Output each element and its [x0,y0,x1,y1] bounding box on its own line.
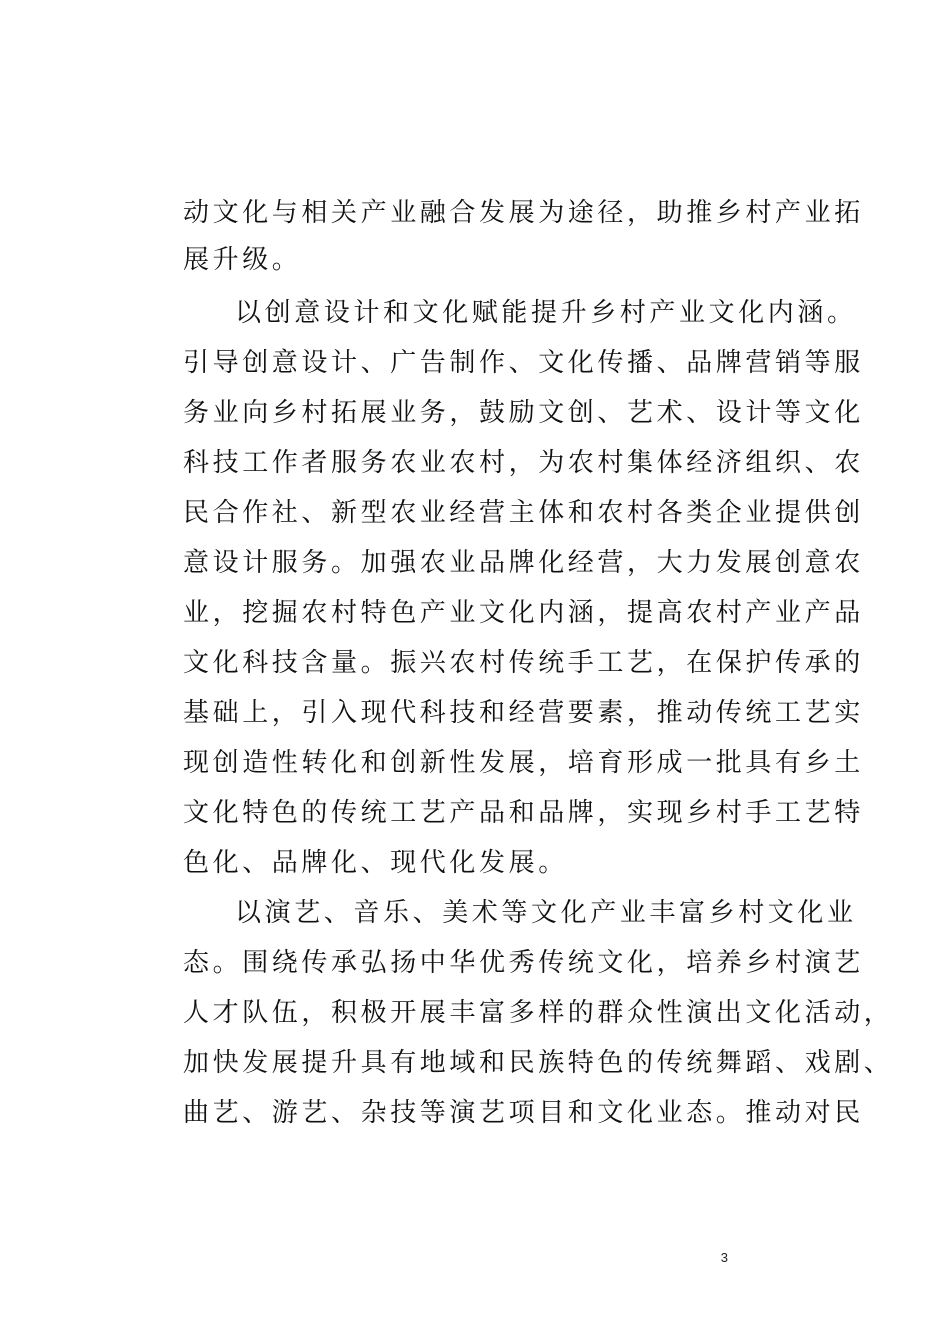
paragraph-start-line: 以创意设计和文化赋能提升乡村产业文化内涵。 [235,298,857,328]
text-line-6: 科技工作者服务农业农村，为农村集体经济组织、农 [183,448,864,478]
text-line-19: 曲艺、游艺、杂技等演艺项目和文化业态。推动对民 [183,1098,864,1128]
page-number: 3 [720,1250,728,1265]
text-line-7: 民合作社、新型农业经营主体和农村各类企业提供创 [183,498,864,528]
text-line-11: 基础上，引入现代科技和经营要素，推动传统工艺实 [183,698,864,728]
text-line-1: 动文化与相关产业融合发展为途径，助推乡村产业拓 [183,198,864,228]
text-line-14: 色化、品牌化、现代化发展。 [183,848,568,878]
text-line-13: 文化特色的传统工艺产品和品牌，实现乡村手工艺特 [183,798,864,828]
text-line-12: 现创造性转化和创新性发展，培育形成一批具有乡土 [183,748,864,778]
paragraph-start-line-2: 以演艺、音乐、美术等文化产业丰富乡村文化业 [235,898,857,928]
text-line-5: 务业向乡村拓展业务，鼓励文创、艺术、设计等文化 [183,398,864,428]
text-line-10: 文化科技含量。振兴农村传统手工艺，在保护传承的 [183,648,864,678]
text-line-16: 态。围绕传承弘扬中华优秀传统文化，培养乡村演艺 [183,948,864,978]
text-line-2: 展升级。 [183,245,302,275]
text-line-17: 人才队伍，积极开展丰富多样的群众性演出文化活动， [183,998,894,1028]
text-line-4: 引导创意设计、广告制作、文化传播、品牌营销等服 [183,348,864,378]
text-line-9: 业，挖掘农村特色产业文化内涵，提高农村产业产品 [183,598,864,628]
text-line-18: 加快发展提升具有地域和民族特色的传统舞蹈、戏剧、 [183,1048,894,1078]
text-line-8: 意设计服务。加强农业品牌化经营，大力发展创意农 [183,548,864,578]
